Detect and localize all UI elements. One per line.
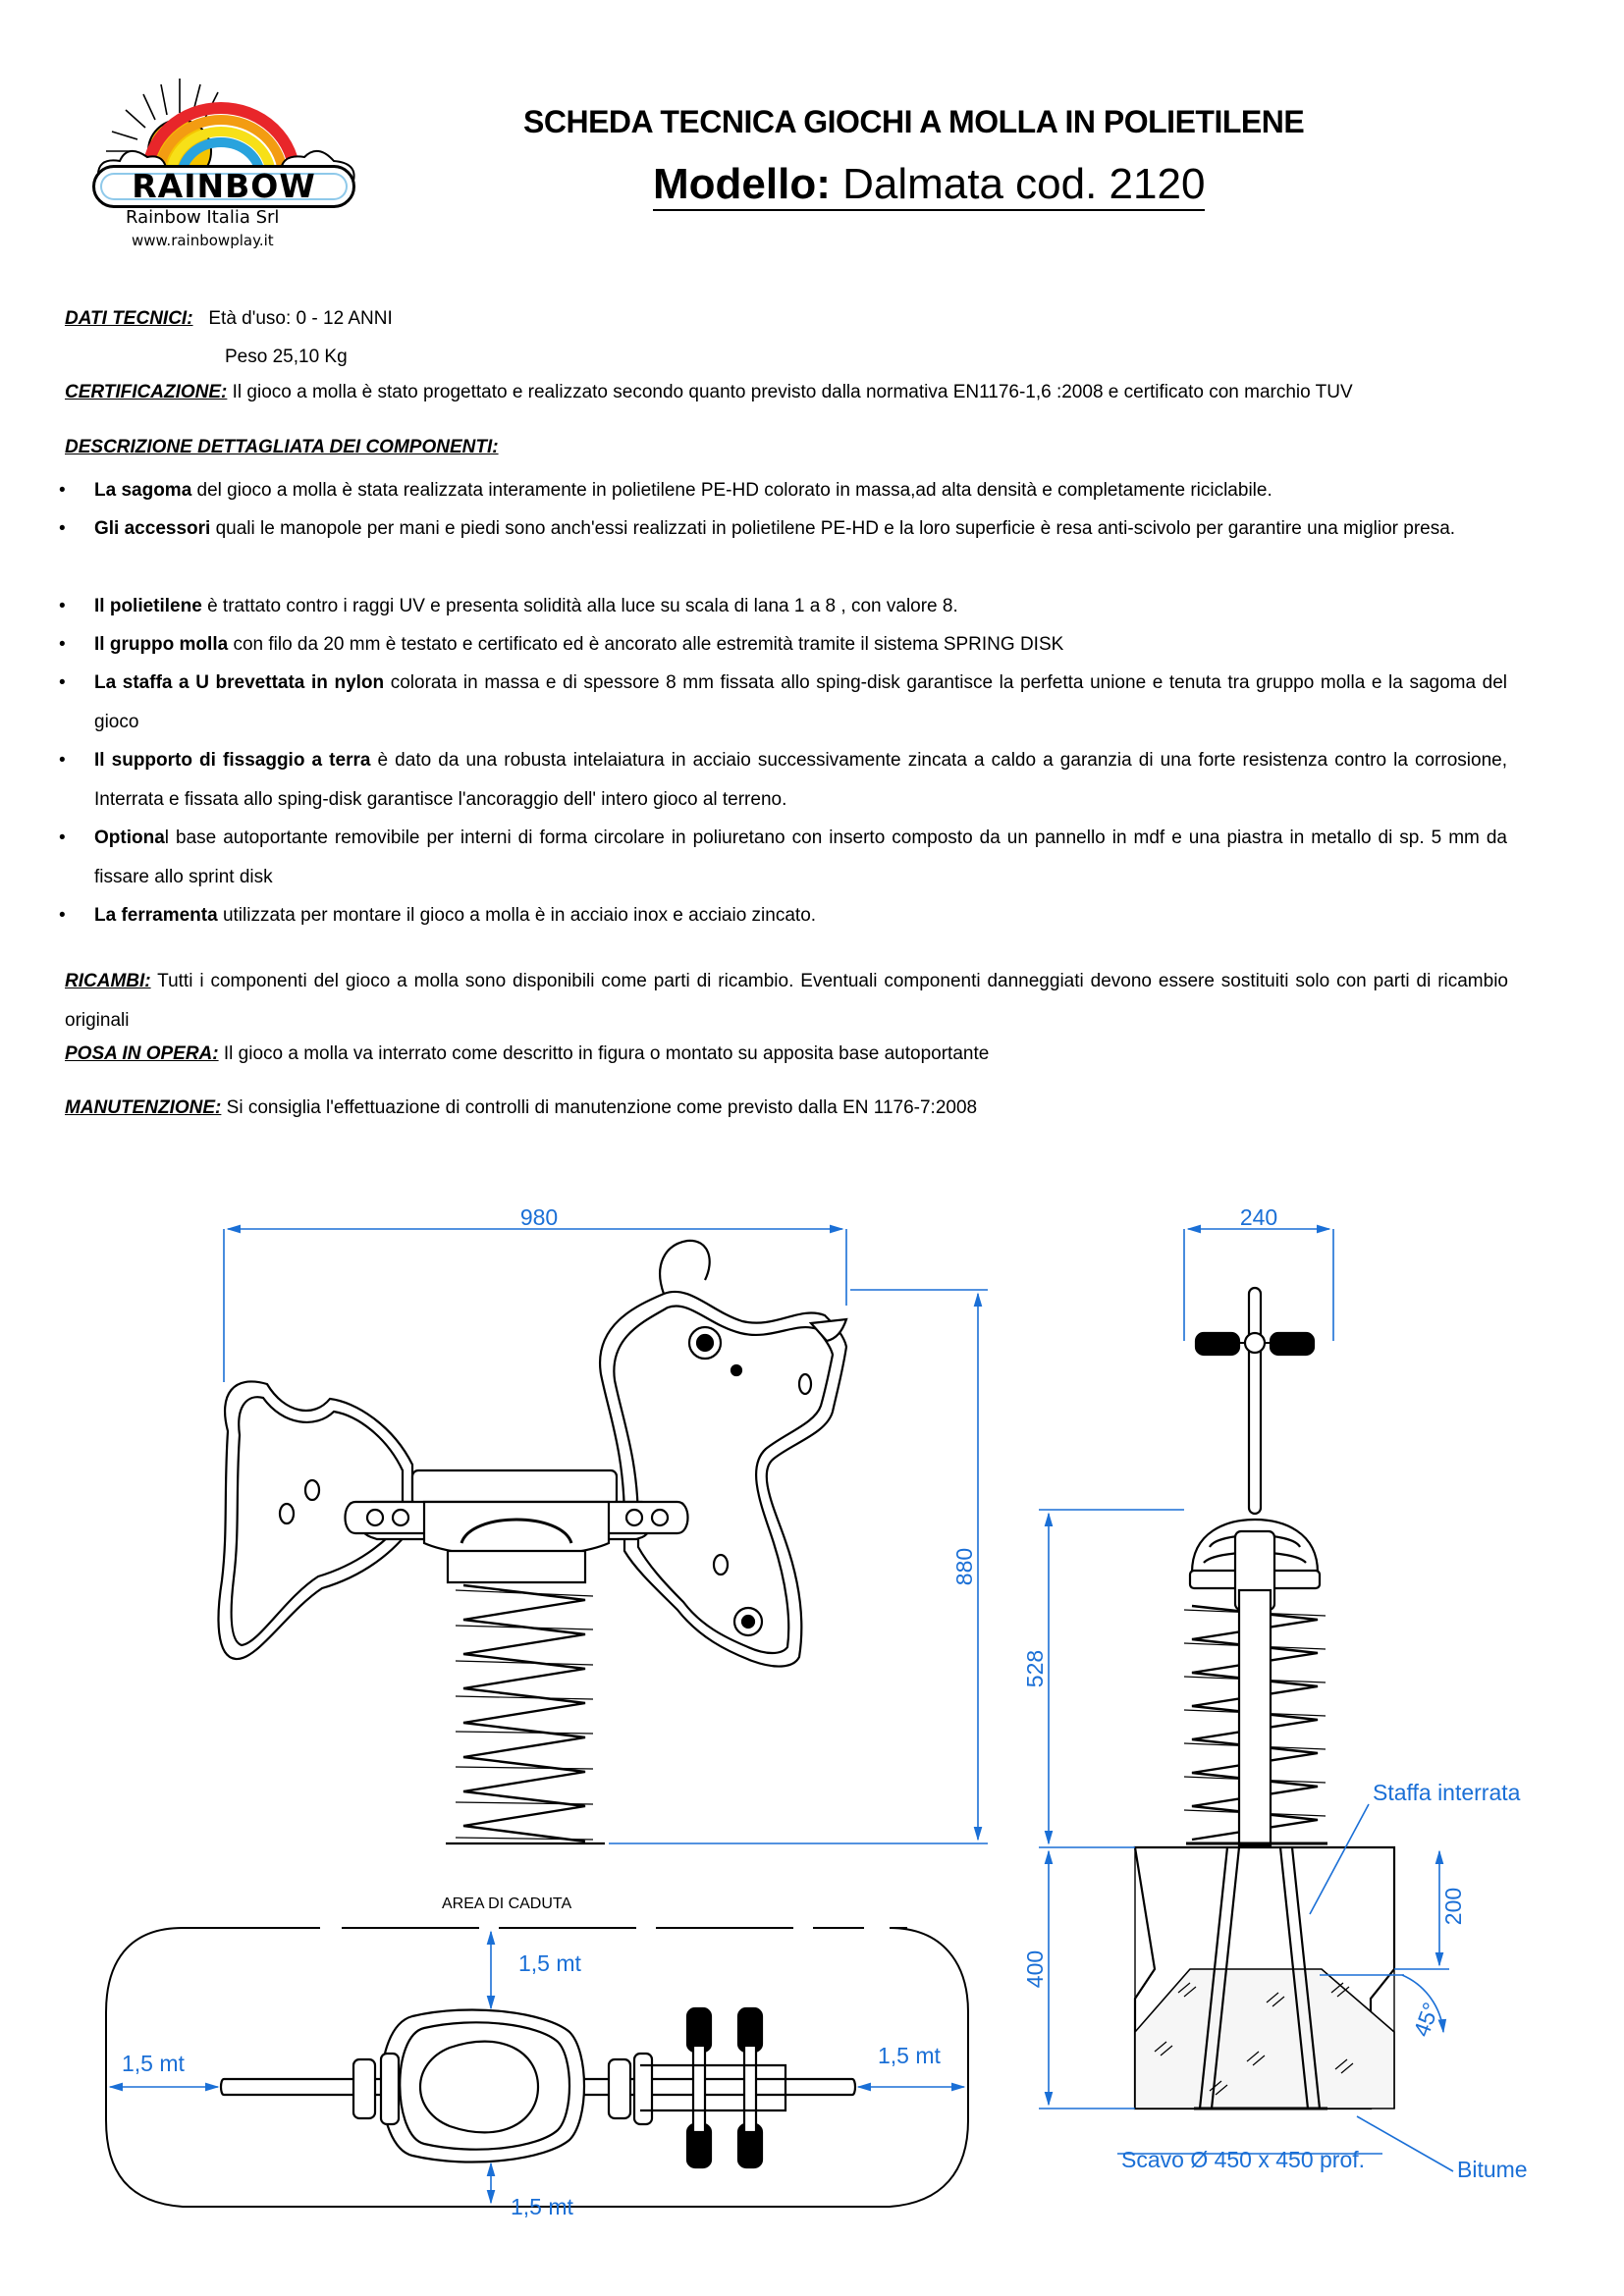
- label-staffa: Staffa interrata: [1373, 1780, 1521, 1805]
- dim-height-total: 880: [951, 1547, 977, 1586]
- top-view: [221, 2008, 855, 2167]
- component-text: quali le manopole per mani e piedi sono anch'essi realizzati in polietilene PE-HD e la loro superficie è resa anti-scivolo per garantire una miglior presa.: [210, 518, 1456, 539]
- fall-right: 1,5 mt: [878, 2043, 941, 2068]
- component-name: La ferramenta: [94, 905, 218, 926]
- label-scavo: Scavo Ø 450 x 450 prof.: [1121, 2147, 1366, 2172]
- component-text: del gioco a molla è stata realizzata interamente in polietilene PE-HD colorato in massa,ad alta densità e completamente riciclabile.: [191, 480, 1272, 501]
- component-text: con filo da 20 mm è testato e certificato ed è ancorato alle estremità tramite il sistema SPRING DISK: [228, 634, 1064, 655]
- component-name: Il supporto di fissaggio a terra: [94, 750, 371, 771]
- spare-parts-label: RICAMBI:: [65, 971, 151, 991]
- component-name: La staffa a U brevettata in nylon: [94, 672, 385, 693]
- spring: [456, 1585, 593, 1842]
- fall-bottom: 1,5 mt: [511, 2194, 573, 2219]
- component-text: è dato da una robusta intelaiatura in acciaio successivamente zincata a caldo a garanzia di una forte resistenza contro la corrosione, Interrata e fissata allo sping-disk garantisce l'ancoraggio dell' intero gioco al terreno.: [94, 750, 1508, 810]
- model-label: Modello:: [653, 160, 831, 208]
- dim-depth-below: 400: [1022, 1949, 1048, 1989]
- dim-width-front: 980: [519, 1204, 559, 1230]
- component-text: è trattato contro i raggi UV e presenta solidità alla luce su scala di lana 1 a 8 , con valore 8.: [201, 596, 958, 616]
- installation-label: POSA IN OPERA:: [65, 1043, 219, 1064]
- bullet-icon: •: [59, 750, 66, 771]
- dim-width-side: 240: [1239, 1204, 1278, 1230]
- maintenance-text: Si consiglia l'effettuazione di controlli di manutenzione come previsto dalla EN 1176-7:2008: [221, 1097, 978, 1118]
- weight-value: Peso 25,10 Kg: [225, 347, 348, 367]
- component-text: l base autoportante removibile per interni di forma circolare in poliuretano con inserto composto da un pannello in mdf e una piastra in metallo di sp. 5 mm da fissare allo sprint disk: [94, 828, 1507, 887]
- model-value: Dalmata cod. 2120: [842, 160, 1206, 208]
- component-name: La sagoma: [94, 480, 192, 501]
- fall-left: 1,5 mt: [122, 2051, 185, 2076]
- area-label: AREA DI CADUTA: [442, 1896, 572, 1912]
- page-title: SCHEDA TECNICA GIOCHI A MOLLA IN POLIETILENE: [523, 104, 1305, 139]
- component-name: Il gruppo molla: [94, 634, 229, 655]
- side-view: [1135, 1288, 1394, 2109]
- component-name: Il polietilene: [94, 596, 202, 616]
- installation-text: Il gioco a molla va interrato come descritto in figura o montato su apposita base autoportante: [218, 1043, 990, 1064]
- tech-data-label: DATI TECNICI:: [65, 308, 193, 329]
- fall-top: 1,5 mt: [518, 1950, 581, 1976]
- bullet-icon: •: [59, 672, 66, 693]
- dim-height-above: 528: [1022, 1649, 1048, 1688]
- label-bitume: Bitume: [1457, 2157, 1528, 2182]
- logo-website: www.rainbowplay.it: [132, 232, 274, 249]
- bullet-icon: •: [59, 634, 66, 655]
- logo-name: RAINBOW: [132, 167, 316, 205]
- component-name: Gli accessori: [94, 518, 211, 539]
- component-text: colorata in massa e di spessore 8 mm fissata allo sping-disk garantisce la perfetta unione e tenuta tra gruppo molla e la sagoma del gioco: [94, 672, 1507, 732]
- spare-parts-text: Tutti i componenti del gioco a molla sono disponibili come parti di ricambio. Eventuali componenti danneggiati devono essere sostituiti solo con parti di ricambio originali: [65, 971, 1508, 1031]
- logo-company: Rainbow Italia Srl: [126, 207, 280, 228]
- component-text: utilizzata per montare il gioco a molla è in acciaio inox e acciaio zincato.: [217, 905, 817, 926]
- bullet-icon: •: [59, 518, 66, 539]
- certification-label: CERTIFICAZIONE:: [65, 382, 228, 402]
- components-heading: DESCRIZIONE DETTAGLIATA DEI COMPONENTI:: [65, 437, 499, 457]
- maintenance-label: MANUTENZIONE:: [65, 1097, 222, 1118]
- bullet-icon: •: [59, 905, 66, 926]
- bullet-icon: •: [59, 596, 66, 616]
- bullet-icon: •: [59, 828, 66, 848]
- dim-angle: 45°: [1408, 1999, 1444, 2041]
- dim-depth-anchor: 200: [1440, 1887, 1466, 1926]
- certification-text: Il gioco a molla è stato progettato e realizzato secondo quanto previsto dalla normativa EN1176-1,6 :2008 e certificato con marchio TUV: [227, 382, 1353, 402]
- component-name: Optiona: [94, 828, 165, 848]
- bullet-icon: •: [59, 480, 66, 501]
- age-value: Età d'uso: 0 - 12 ANNI: [208, 308, 393, 329]
- front-view: [219, 1241, 846, 1843]
